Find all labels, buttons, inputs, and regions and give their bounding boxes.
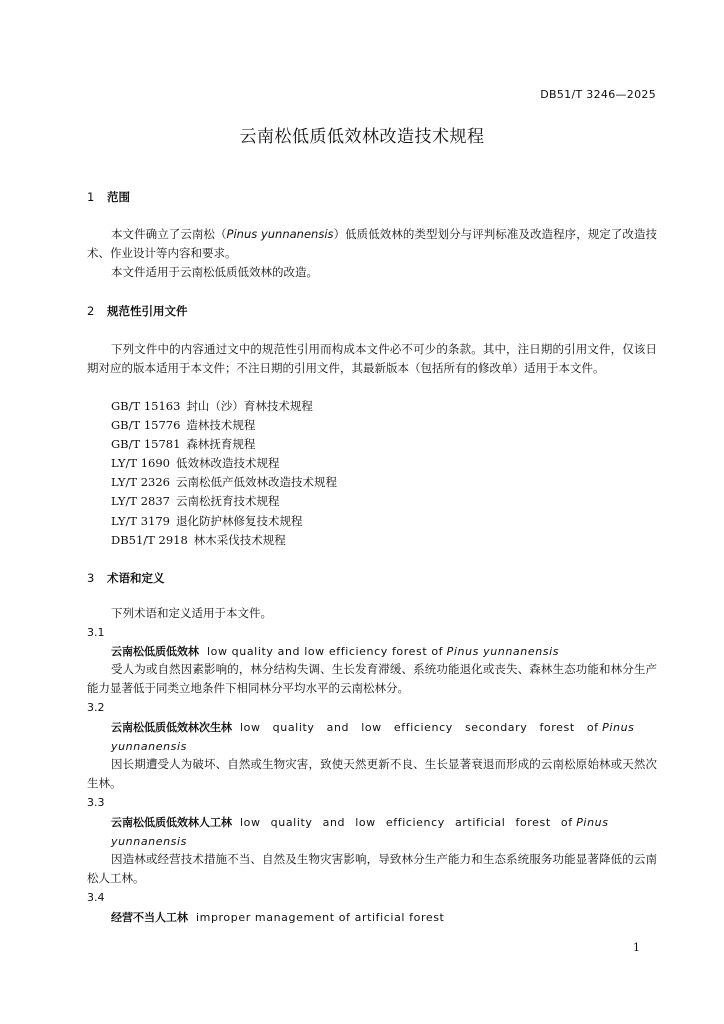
term-latin: yunnanensis bbox=[111, 740, 187, 753]
reference-name: 云南松低产低效林改造技术规程 bbox=[175, 475, 337, 490]
term-english: low quality and low efficiency forest of bbox=[207, 645, 444, 658]
section-number: 3 bbox=[87, 571, 95, 585]
section-number: 1 bbox=[87, 190, 95, 204]
term-chinese: 云南松低质低效林 bbox=[111, 645, 199, 658]
term-chinese: 云南松低质低效林人工林 bbox=[111, 816, 232, 829]
term-chinese: 经营不当人工林 bbox=[111, 911, 188, 924]
reference-code: LY/T 3179 bbox=[111, 513, 170, 528]
term-english: low quality and low efficiency artificial forest of bbox=[240, 816, 573, 829]
term-definition: 因造林或经营技术措施不当、自然及生物灾害影响，导致林分生产能力和生态系统服务功能显著降低的云南松人工林。 bbox=[87, 852, 657, 885]
reference-code: GB/T 15781 bbox=[111, 437, 181, 452]
reference-code: LY/T 2837 bbox=[111, 494, 170, 509]
term-definition: 因长期遭受人为破坏、自然或生物灾害，致使天然更新不良、生长显著衰退而形成的云南松原始林或天然次生林。 bbox=[87, 757, 657, 790]
reference-name: 退化防护林修复技术规程 bbox=[175, 513, 303, 528]
term-chinese: 云南松低质低效林次生林 bbox=[111, 721, 232, 734]
scope-paragraph-2: 本文件适用于云南松低质低效林的改造。 bbox=[111, 265, 318, 279]
reference-code: DB51/T 2918 bbox=[111, 532, 188, 547]
reference-code: GB/T 15163 bbox=[111, 399, 181, 413]
term-number: 3.4 bbox=[87, 891, 105, 904]
reference-name: 低效林改造技术规程 bbox=[175, 456, 280, 471]
term-english: low quality and low efficiency secondary forest of bbox=[240, 721, 599, 734]
text-run: 本文件确立了云南松（ bbox=[111, 227, 227, 241]
latin-name: Pinus yunnanensis bbox=[226, 227, 334, 241]
term-definition: 受人为或自然因素影响的，林分结构失调、生长发育滞缓、系统功能退化或丧失、森林生态功能和林分生产能力显著低于同类立地条件下相同林分平均水平的云南松林分。 bbox=[87, 662, 657, 695]
scope-paragraph-1 bbox=[87, 225, 657, 263]
reference-name: 云南松抚育技术规程 bbox=[175, 494, 280, 509]
section-title: 范围 bbox=[107, 190, 130, 204]
term-heading bbox=[111, 813, 656, 851]
term-heading bbox=[111, 642, 559, 661]
term-heading bbox=[111, 718, 656, 756]
reference-item bbox=[111, 397, 337, 416]
reference-name: 林木采伐技术规程 bbox=[193, 532, 286, 547]
section-title: 规范性引用文件 bbox=[107, 304, 188, 318]
reference-item bbox=[111, 492, 337, 511]
section-3-heading bbox=[87, 570, 165, 586]
reference-item bbox=[111, 473, 337, 492]
document-title: 云南松低质低效林改造技术规程 bbox=[239, 127, 485, 147]
reference-name: 造林技术规程 bbox=[186, 418, 256, 433]
term-number: 3.1 bbox=[87, 626, 105, 639]
text-run: ）低质低效林的类型划分与评判标准及改造程序，规定了改造技术、作业设计等内容和要求。 bbox=[87, 227, 658, 260]
section-1-heading bbox=[87, 189, 130, 205]
reference-code: LY/T 1690 bbox=[111, 456, 170, 471]
reference-name: 封山（沙）育林技术规程 bbox=[186, 399, 313, 413]
term-english: improper management of artificial forest bbox=[196, 911, 445, 924]
reference-list bbox=[111, 397, 337, 550]
reference-code: GB/T 15776 bbox=[111, 418, 181, 433]
reference-item bbox=[111, 416, 337, 435]
term-latin: yunnanensis bbox=[111, 835, 187, 848]
term-latin: Pinus yunnanensis bbox=[446, 645, 560, 658]
term-number: 3.2 bbox=[87, 701, 105, 714]
section-number: 2 bbox=[87, 304, 95, 318]
terms-intro: 下列术语和定义适用于本文件。 bbox=[111, 606, 272, 620]
reference-item bbox=[111, 454, 337, 473]
page-number: 1 bbox=[633, 941, 640, 954]
reference-item bbox=[111, 512, 337, 531]
term-number: 3.3 bbox=[87, 796, 105, 809]
section-2-heading bbox=[87, 303, 188, 319]
reference-item bbox=[111, 531, 337, 550]
reference-name: 森林抚育规程 bbox=[186, 437, 256, 452]
reference-item bbox=[111, 435, 337, 454]
term-latin: Pinus bbox=[576, 816, 609, 829]
standard-code: DB51/T 3246—2025 bbox=[540, 88, 656, 101]
references-intro: 下列文件中的内容通过文中的规范性引用而构成本文件必不可少的条款。其中，注日期的引用文件，仅该日期对应的版本适用于本文件；不注日期的引用文件，其最新版本（包括所有的修改单）适用于本文件。 bbox=[87, 342, 657, 375]
reference-code: LY/T 2326 bbox=[111, 475, 170, 490]
section-title: 术语和定义 bbox=[107, 571, 165, 585]
term-latin: Pinus bbox=[602, 721, 635, 734]
term-heading bbox=[111, 908, 444, 927]
